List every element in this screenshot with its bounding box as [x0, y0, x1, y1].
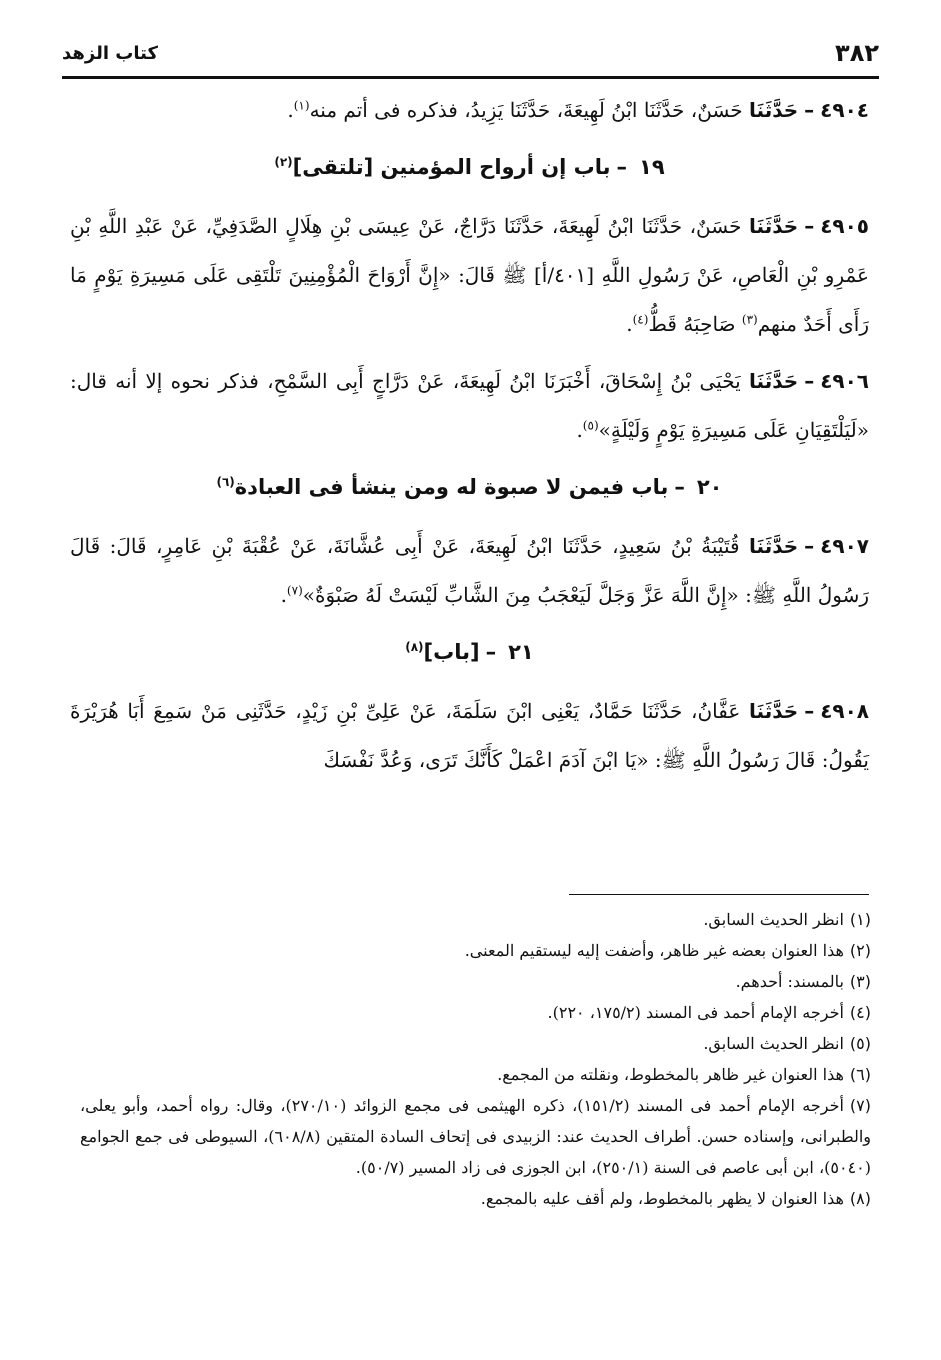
hadith-text: عَفَّانُ، حَدَّثَنَا حَمَّادٌ، يَعْنِى ابْنَ سَلَمَةَ، عَنْ عَلِىِّ بْنِ زَيْدٍ، حَدَّثَنِى مَنْ سَمِعَ أَبَا هُرَيْرَةَ يَقُولُ: قَالَ رَسُولُ اللَّهِ ﷺ: «يَا ابْنَ آدَمَ اعْمَلْ كَأَنَّكَ تَرَى، وَعُدَّ نَفْسَكَ	[70, 699, 869, 772]
chapter-title: باب إن أرواح المؤمنين [تلتقى]	[292, 155, 611, 179]
dash-separator: –	[804, 214, 815, 238]
hadith-lead: حَدَّثَنَا	[749, 699, 799, 723]
footnote-rule	[569, 894, 869, 895]
footnote-7	[80, 1090, 871, 1183]
hadith-4906	[70, 357, 869, 455]
page-number: ٣٨٢	[835, 39, 879, 67]
hadith-number: ٤٩٠٧	[820, 534, 869, 558]
footnote-2	[80, 935, 871, 966]
footnotes	[80, 904, 871, 1214]
hadith-tail: .	[280, 583, 287, 607]
footnote-text: بالمسند: أحدهم.	[735, 972, 844, 991]
dash-separator: –	[674, 475, 685, 499]
footnote-ref: (٨)	[405, 640, 424, 654]
hadith-text: حَسَنٌ، حَدَّثَنَا ابْنُ لَهِيعَةَ، حَدَّثَنَا يَزِيدُ، فذكره فى أتم منه	[309, 98, 743, 122]
dash-separator: –	[485, 640, 497, 664]
dash-separator: –	[804, 699, 815, 723]
hadith-text: حَسَنٌ، حَدَّثَنَا ابْنُ لَهِيعَةَ، حَدَّثَنَا دَرَّاجٌ، عَنْ عِيسَى بْنِ هِلَالٍ الصَّدَفِيِّ، عَنْ عَبْدِ اللَّهِ بْنِ عَمْرِو بْنِ الْعَاصِ، عَنْ رَسُولِ اللَّهِ [٤٠١/أ] ﷺ قَالَ: «إِنَّ أَرْوَاحَ الْمُؤْمِنِينَ تَلْتَقِى عَلَى مَسِيرَةِ يَوْمٍ مَا رَأَى أَحَدٌ منهم	[70, 214, 869, 336]
footnote-ref: (٦)	[216, 475, 235, 489]
hadith-4905	[70, 202, 869, 349]
hadith-4907	[70, 522, 869, 620]
hadith-lead: حَدَّثَنَا	[749, 369, 799, 393]
footnote-number: (٣)	[849, 972, 871, 991]
chapter-title: [باب]	[423, 640, 480, 664]
footnote-text: أخرجه الإمام أحمد فى المسند (١٧٥/٢، ٢٢٠).	[547, 1003, 844, 1022]
footnote-text: انظر الحديث السابق.	[703, 1034, 844, 1053]
footnote-number: (٧)	[849, 1096, 871, 1115]
footnote-4	[80, 997, 871, 1028]
header-rule	[62, 76, 879, 79]
hadith-4904	[70, 86, 869, 135]
footnote-text: انظر الحديث السابق.	[703, 910, 844, 929]
dash-separator: –	[616, 155, 628, 179]
hadith-lead: حَدَّثَنَا	[749, 534, 799, 558]
footnote-ref: (٢)	[274, 155, 293, 169]
hadith-lead: حَدَّثَنَا	[749, 214, 799, 238]
hadith-4908	[70, 687, 869, 785]
footnote-ref: (٤)	[632, 312, 649, 327]
chapter-number: ٢٠	[696, 475, 723, 499]
footnote-number: (٨)	[849, 1189, 871, 1208]
chapter-title: باب فيمن لا صبوة له ومن ينشأ فى العبادة	[234, 475, 669, 499]
main-text	[70, 86, 869, 793]
dash-separator: –	[804, 369, 815, 393]
footnote-text: هذا العنوان لا يظهر بالمخطوط، ولم أقف عليه بالمجمع.	[480, 1189, 844, 1208]
footnote-number: (٢)	[849, 941, 871, 960]
footnote-ref: (١)	[293, 98, 310, 113]
book-title: كتاب الزهد	[62, 42, 158, 64]
hadith-text-continued: صَاحِبَهُ قَطُّ	[648, 312, 742, 336]
chapter-heading-19	[70, 143, 869, 192]
hadith-number: ٤٩٠٥	[820, 214, 870, 238]
footnote-text: هذا العنوان غير ظاهر بالمخطوط، ونقلته من المجمع.	[497, 1065, 844, 1084]
hadith-tail: .	[287, 98, 294, 122]
chapter-heading-20	[70, 463, 869, 512]
hadith-text: قُتَيْبَةُ بْنُ سَعِيدٍ، حَدَّثَنَا ابْنُ لَهِيعَةَ، عَنْ أَبِى عُشَّانَةَ، عَنْ عُقْبَةَ بْنِ عَامِرٍ، قَالَ: قَالَ رَسُولُ اللَّهِ ﷺ: «إِنَّ اللَّهَ عَزَّ وَجَلَّ لَيَعْجَبُ مِنَ الشَّابِّ لَيْسَتْ لَهُ صَبْوَةٌ»	[70, 534, 869, 607]
footnote-1	[80, 904, 871, 935]
chapter-number: ١٩	[639, 155, 665, 179]
hadith-number: ٤٩٠٨	[820, 699, 870, 723]
hadith-tail: .	[576, 418, 583, 442]
dash-separator: –	[804, 534, 815, 558]
footnote-8	[80, 1183, 871, 1214]
hadith-lead: حَدَّثَنَا	[749, 98, 799, 122]
footnote-number: (١)	[849, 910, 871, 929]
footnote-ref: (٥)	[582, 418, 599, 433]
dash-separator: –	[804, 98, 815, 122]
footnote-6	[80, 1059, 871, 1090]
footnote-number: (٦)	[849, 1065, 871, 1084]
footnote-number: (٥)	[849, 1034, 871, 1053]
hadith-text: يَحْيَى بْنُ إِسْحَاقَ، أَخْبَرَنَا ابْنُ لَهِيعَةَ، عَنْ دَرَّاجٍ أَبِى السَّمْحِ، فذكر نحوه إلا أنه قال: «لَيَلْتَقِيَانِ عَلَى مَسِيرَةِ يَوْمٍ وَلَيْلَةٍ»	[70, 369, 869, 442]
footnote-ref: (٣)	[741, 312, 758, 327]
page-header	[62, 34, 879, 72]
footnote-3	[80, 966, 871, 997]
hadith-number: ٤٩٠٤	[820, 98, 869, 122]
hadith-tail: .	[626, 312, 633, 336]
chapter-heading-21	[70, 628, 869, 677]
footnote-ref: (٧)	[286, 583, 303, 598]
footnote-text: هذا العنوان بعضه غير ظاهر، وأضفت إليه ليستقيم المعنى.	[464, 941, 844, 960]
hadith-number: ٤٩٠٦	[820, 369, 870, 393]
footnote-5	[80, 1028, 871, 1059]
chapter-number: ٢١	[508, 640, 534, 664]
footnote-text: أخرجه الإمام أحمد فى المسند (١٥١/٢)، ذكره الهيثمى فى مجمع الزوائد (٢٧٠/١٠)، وقال: رواه أحمد، وأبو يعلى، والطبرانى، وإسناده حسن. أطراف الحديث عند: الزبيدى فى إتحاف السادة المتقين (٦٠٨/٨)، السيوطى فى جمع الجوامع (٥٠٤٠)، ابن أبى عاصم فى السنة (٢٥٠/١)، ابن الجوزى فى زاد المسير (٥٠/٧).	[80, 1096, 872, 1177]
footnote-number: (٤)	[849, 1003, 871, 1022]
